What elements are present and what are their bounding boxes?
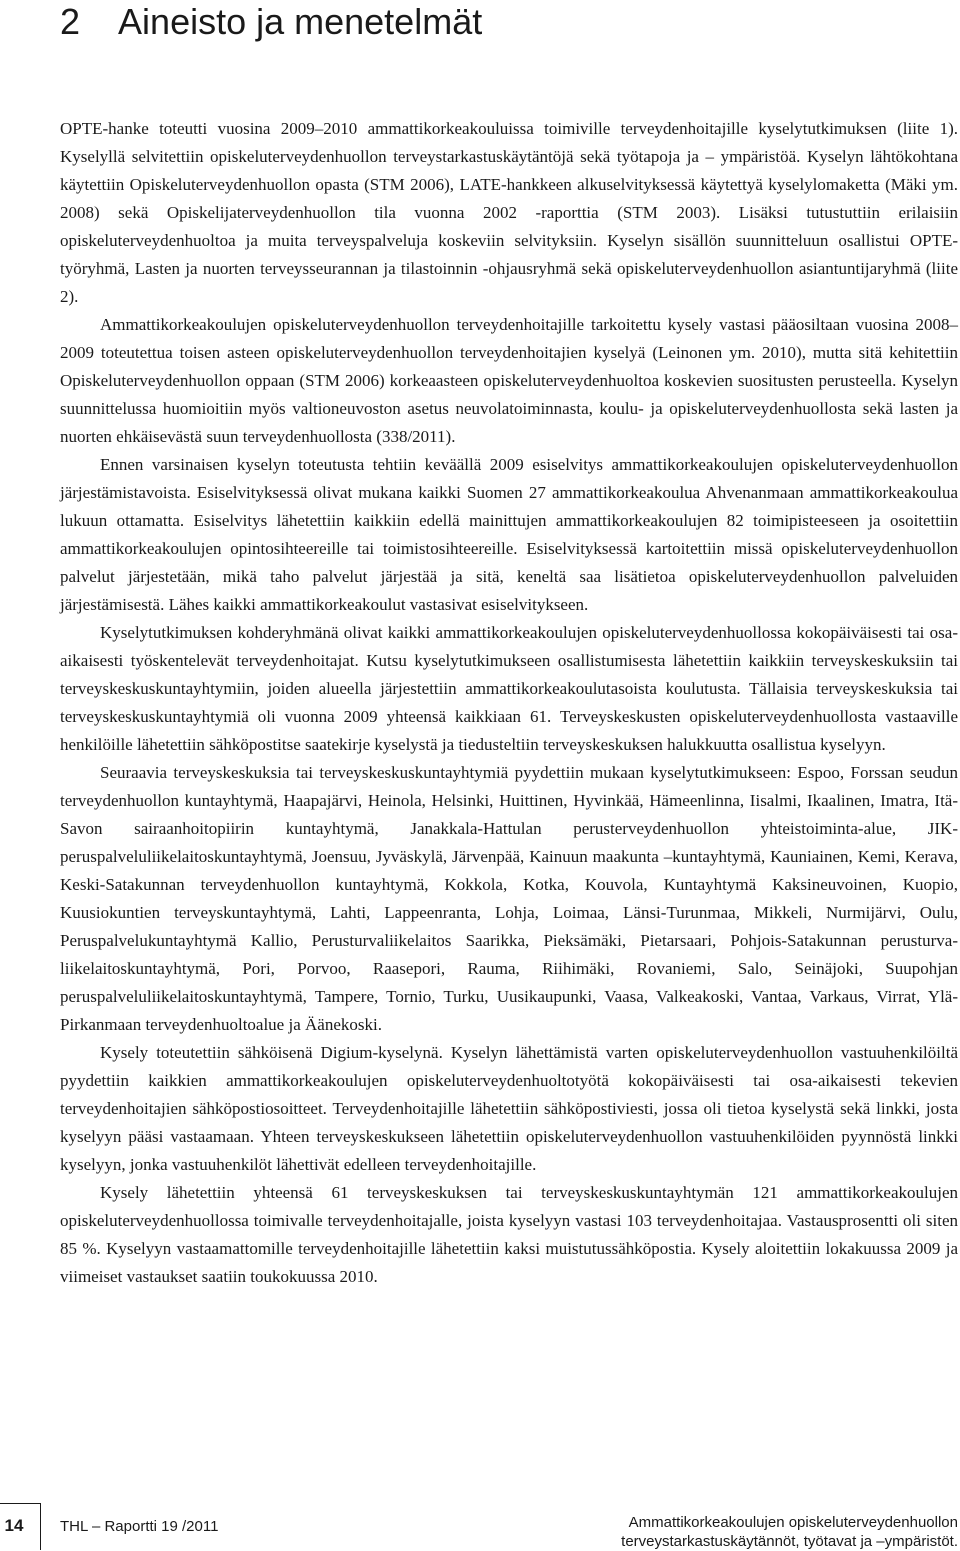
footer-report-id: THL – Raportti 19 /2011 — [60, 1518, 219, 1535]
paragraph-7: Kysely lähetettiin yhteensä 61 terveyskeskuksen tai terveyskeskuskuntayhtymän 121 ammattikorkeakoulujen opiskeluterveydenhuollossa toimivalle terveydenhoitajalle, joista kyselyyn vastasi 103 terveydenhoitajaa. Vastausprosentti oli siten 85 %. Kyselyyn vastaamattomille terveydenhoitajille lähetettiin kaksi muistutussähköpostia. Kysely aloitettiin lokakuussa 2009 ja viimeiset vastaukset saatiin toukokuussa 2010. — [60, 1183, 958, 1286]
footer-divider — [40, 1503, 41, 1550]
chapter-title: Aineisto ja menetelmät — [118, 1, 483, 42]
paragraph-4: Kyselytutkimuksen kohderyhmänä olivat kaikki ammattikorkeakoulujen opiskeluterveydenhuollossa kokopäiväisesti tai osa-aikaisesti työskentelevät terveydenhoitajat. Kutsu kyselytutkimukseen osallistumisesta lähetettiin kaikkiin terveyskeskuksiin tai terveyskeskuskuntayhtymiin, joiden alueella järjestettiin ammattikorkeakoulutasoista koulutusta. Tällaisia terveyskeskuksia tai terveyskeskuskuntayhtymiä oli vuonna 2009 yhteensä kaikkiaan 61. Terveyskeskusten opiskeluterveydenhuollosta vastaaville henkilöille lähetettiin sähköpostitse saatekirje kyselystä ja tiedusteltiin terveyskeskuksen halukkuutta osallistua kyselyyn. — [60, 623, 958, 754]
footer-title-line-2: terveystarkastuskäytännöt, työtavat ja –ympäristöt. — [621, 1533, 958, 1550]
footer-publication-title — [621, 1513, 958, 1551]
chapter-number: 2 — [60, 1, 81, 42]
footer-title-line-1: Ammattikorkeakoulujen opiskeluterveydenhuollon — [628, 1514, 958, 1531]
paragraph-3: Ennen varsinaisen kyselyn toteutusta tehtiin keväällä 2009 esiselvitys ammattikorkeakoulujen opiskeluterveydenhuollon järjestämistavoista. Esiselvityksessä olivat mukana kaikki Suomen 27 ammattikorkeakoulua Ahvenanmaan ammattikorkeakoulua lukuun ottamatta. Esiselvitys lähetettiin kaikkiin edellä mainittujen ammattikorkeakoulujen 82 toimipisteeseen ja osoitettiin ammattikorkeakoulujen opintosihteereille tai toimistosihteereille. Esiselvityksessä kartoitettiin missä opiskeluterveydenhuollon palvelut järjestetään, mikä taho palvelut järjestää ja sitä, keneltä saa lisätietoa opiskeluterveydenhuollon palveluiden järjestämisestä. Lähes kaikki ammattikorkeakoulut vastasivat esiselvitykseen. — [60, 455, 958, 614]
paragraph-5: Seuraavia terveyskeskuksia tai terveyskeskuskuntayhtymiä pyydettiin mukaan kyselytutkimukseen: Espoo, Forssan seudun terveydenhuollon kuntayhtymä, Haapajärvi, Heinola, Helsinki, Huittinen, Hyvinkää, Hämeenlinna, Iisalmi, Ikaalinen, Imatra, Itä-Savon sairaanhoitopiirin kuntayhtymä, Janakkala-Hattulan perusterveydenhuollon yhteistoiminta-alue, JIK-peruspalveluliikelaitoskuntayhtymä, Joensuu, Jyväskylä, Järvenpää, Kainuun maakunta –kuntayhtymä, Kauniainen, Kemi, Kerava, Keski-Satakunnan terveydenhuollon kuntayhtymä, Kokkola, Kotka, Kouvola, Kuntayhtymä Kaksineuvoinen, Kuopio, Kuusiokuntien terveyskuntayhtymä, Lahti, Lappeenranta, Lohja, Loimaa, Länsi-Turunmaa, Mikkeli, Nurmijärvi, Oulu, Peruspalvelukuntayhtymä Kallio, Perusturvaliikelaitos Saarikka, Pieksämäki, Pietarsaari, Pohjois-Satakunnan perusturva-liikelaitoskuntayhtymä, Pori, Porvoo, Raasepori, Rauma, Riihimäki, Rovaniemi, Salo, Seinäjoki, Suupohjan peruspalveluliikelaitoskuntayhtymä, Tampere, Tornio, Turku, Uusikaupunki, Vaasa, Valkeakoski, Vantaa, Varkaus, Virrat, Ylä-Pirkanmaan terveydenhuoltoalue ja Äänekoski. — [60, 763, 958, 1034]
body-text — [60, 115, 958, 1291]
paragraph-1: OPTE-hanke toteutti vuosina 2009–2010 ammattikorkeakouluissa toimiville terveydenhoitajille kyselytutkimuksen (liite 1). Kyselyllä selvitettiin opiskeluterveydenhuollon terveystarkastuskäytäntöjä sekä työtapoja ja – ympäristöä. Kyselyn lähtökohtana käytettiin Opiskeluterveydenhuollon opasta (STM 2006), LATE-hankkeen alkuselvityksessä käytettyä kyselylomaketta (Mäki ym. 2008) sekä Opiskelijaterveydenhuollon tila vuonna 2002 -raporttia (STM 2003). Lisäksi tutustuttiin erilaisiin opiskeluterveydenhuoltoa ja muita terveyspalveluja koskeviin selvityksiin. Kyselyn sisällön suunnitteluun osallistui OPTE-työryhmä, Lasten ja nuorten terveysseurannan ja tilastoinnin -ohjausryhmä sekä opiskeluterveydenhuollon asiantuntijaryhmä (liite 2). — [60, 119, 958, 306]
paragraph-2: Ammattikorkeakoulujen opiskeluterveydenhuollon terveydenhoitajille tarkoitettu kysely vastasi pääosiltaan vuosina 2008–2009 toteutettua toisen asteen opiskeluterveydenhuollon terveydenhoitajien kyselyä (Leinonen ym. 2010), mutta sitä kehitettiin Opiskeluterveydenhuollon oppaan (STM 2006) korkeaasteen opiskeluterveydenhuoltoa koskevien suositusten perusteella. Kyselyn suunnittelussa huomioitiin myös valtioneuvoston asetus neuvolatoiminnasta, koulu- ja opiskeluterveydenhuollosta sekä lasten ja nuorten ehkäisevästä suun terveydenhuollosta (338/2011). — [60, 315, 958, 446]
footer-rule — [0, 1503, 40, 1504]
footer-page-number: 14 — [4, 1516, 24, 1535]
page-heading — [60, 0, 482, 44]
paragraph-6: Kysely toteutettiin sähköisenä Digium-kyselynä. Kyselyn lähettämistä varten opiskeluterveydenhuollon vastuuhenkilöiltä pyydettiin kaikkien ammattikorkeakoulujen opiskeluterveydenhuoltotyötä kokopäiväisesti tai osa-aikaisesti tekevien terveydenhoitajien sähköpostiosoitteet. Terveydenhoitajille lähetettiin sähköpostiviesti, jossa oli tietoa kyselystä sekä linkki, josta kyselyyn pääsi vastaamaan. Yhteen terveyskeskukseen lähetettiin opiskeluterveydenhuollon vastuuhenkilöiden pyynnöstä linkki kyselyyn, jonka vastuuhenkilöt lähettivät edelleen terveydenhoitajille. — [60, 1043, 958, 1174]
